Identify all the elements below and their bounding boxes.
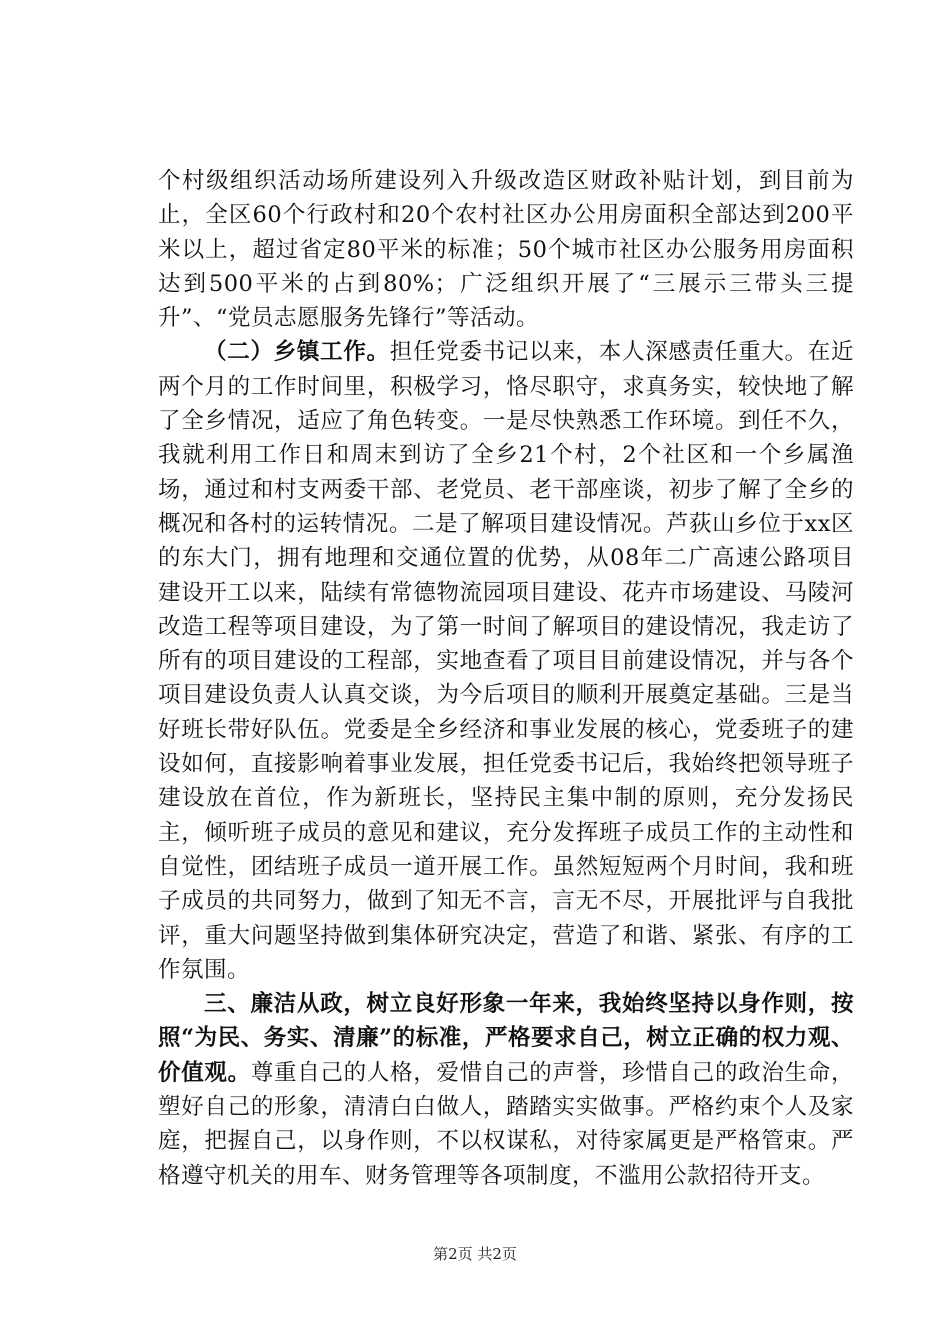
paragraph-2-body: 担任党委书记以来，本人深感责任重大。在近两个月的工作时间里，积极学习，恪尽职守，求真务实，较快地了解了全乡情况，适应了角色转变。一是尽快熟悉工作环境。到任不久，我就利用工作日和周末到访了全乡21个村，2个社区和一个乡属渔场，通过和村支两委干部、老党员、老干部座谈，初步了解了全乡的概况和各村的运转情况。二是了解项目建设情况。芦荻山乡位于xx区的东大门，拥有地理和交通位置的优势，从08年二广高速公路项目建设开工以来，陆续有常德物流园项目建设、花卉市场建设、马陵河改造工程等项目建设，为了第一时间了解项目的建设情况，我走访了所有的项目建设的工程部，实地查看了项目目前建设情况，并与各个项目建设负责人认真交谈，为今后项目的顺利开展奠定基础。三是当好班长带好队伍。党委是全乡经济和事业发展的核心，党委班子的建设如何，直接影响着事业发展，担任党委书记后，我始终把领导班子建设放在首位，作为新班长，坚持民主集中制的原则，充分发扬民主，倾听班子成员的意见和建议，充分发挥班子成员工作的主动性和自觉性，团结班子成员一道开展工作。虽然短短两个月时间，我和班子成员的共同努力，做到了知无不言，言无不尽，开展批评与自我批评，重大问题坚持做到集体研究决定，营造了和谐、紧张、有序的工作氛围。 (158, 339, 854, 983)
paragraph-3 (158, 987, 854, 1193)
document-body (158, 164, 854, 1193)
paragraph-2-heading: （二）乡镇工作。 (204, 339, 390, 366)
paragraph-1: 个村级组织活动场所建设列入升级改造区财政补贴计划，到目前为止，全区60个行政村和20个农村社区办公用房面积全部达到200平米以上，超过省定80平米的标准；50个城市社区办公服务用房面积达到500平米的占到80%；广泛组织开展了“三展示三带头三提升”、“党员志愿服务先锋行”等活动。 (158, 168, 854, 332)
paragraph-3-body: 尊重自己的人格，爱惜自己的声誉，珍惜自己的政治生命，塑好自己的形象，清清白白做人，踏踏实实做事。严格约束个人及家庭，把握自己，以身作则，不以权谋私，对待家属更是严格管束。严格遵守机关的用车、财务管理等各项制度，不滥用公款招待开支。 (158, 1059, 854, 1189)
page-footer: 第2页 共2页 (433, 1245, 517, 1263)
paragraph-3-heading: 三、廉洁从政，树立良好形象一年来，我始终坚持以身作则，按照“为民、务实、清廉”的标准，严格要求自己，树立正确的权力观、价值观。 (158, 991, 854, 1086)
paragraph-2 (158, 335, 854, 987)
